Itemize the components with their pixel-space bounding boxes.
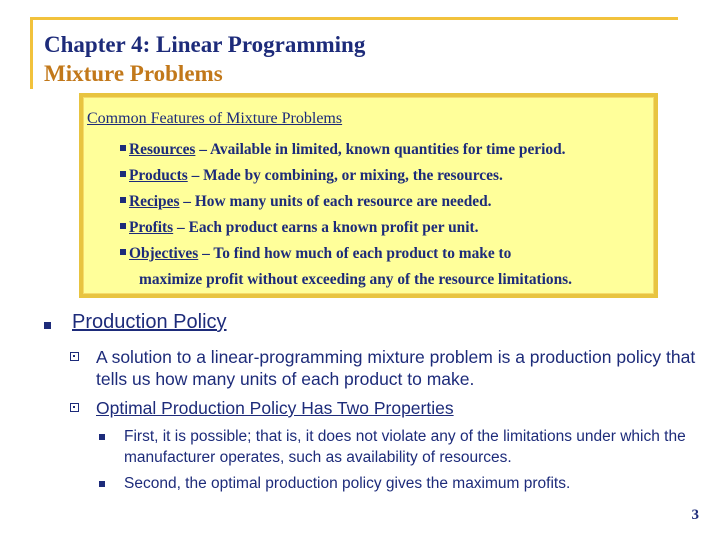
square-bullet-icon <box>44 322 51 329</box>
slide-title <box>44 30 365 88</box>
square-bullet-icon <box>120 197 126 203</box>
square-bullet-icon <box>99 434 105 440</box>
feature-text: – Each product earns a known profit per unit. <box>173 219 479 236</box>
optimal-policy-heading: Optimal Production Policy Has Two Properties <box>96 398 454 418</box>
feature-text: – To find how much of each product to make to <box>198 245 512 262</box>
title-line-1: Chapter 4: Linear Programming <box>44 32 366 57</box>
feature-term: Profits <box>129 219 174 236</box>
features-heading: Common Features of Mixture Problems <box>87 110 343 127</box>
feature-text: – Available in limited, known quantities for time period. <box>195 141 566 158</box>
feature-text: – Made by combining, or mixing, the resources. <box>187 167 503 184</box>
title-frame-top <box>30 17 678 20</box>
property-second: Second, the optimal production policy gives the maximum profits. <box>124 475 571 492</box>
feature-item-resources <box>120 137 660 163</box>
feature-item-objectives <box>120 241 660 293</box>
feature-item-recipes <box>120 189 660 215</box>
feature-term: Recipes <box>129 193 180 210</box>
hollow-square-bullet-icon <box>70 352 79 361</box>
feature-term: Resources <box>129 141 196 158</box>
features-list <box>120 137 660 293</box>
feature-term: Products <box>129 167 188 184</box>
features-box <box>79 93 658 298</box>
square-bullet-icon <box>120 145 126 151</box>
page-number: 3 <box>691 507 699 523</box>
hollow-square-bullet-icon <box>70 403 79 412</box>
feature-item-products <box>120 163 660 189</box>
feature-term: Objectives <box>129 245 199 262</box>
feature-text-continuation: maximize profit without exceeding any of the resource limitations. <box>139 271 573 288</box>
property-first: First, it is possible; that is, it does not violate any of the limitations under which the manufacturer operates, such as availability of resources. <box>124 428 686 466</box>
square-bullet-icon <box>120 171 126 177</box>
production-policy-definition: A solution to a linear-programming mixture problem is a production policy that tells us how many units of each product to make. <box>96 347 696 389</box>
square-bullet-icon <box>120 249 126 255</box>
feature-text: – How many units of each resource are needed. <box>179 193 492 210</box>
title-frame-left <box>30 17 33 89</box>
title-line-2: Mixture Problems <box>44 61 223 86</box>
square-bullet-icon <box>120 223 126 229</box>
feature-item-profits <box>120 215 660 241</box>
square-bullet-icon <box>99 481 105 487</box>
production-policy-heading: Production Policy <box>72 311 227 333</box>
